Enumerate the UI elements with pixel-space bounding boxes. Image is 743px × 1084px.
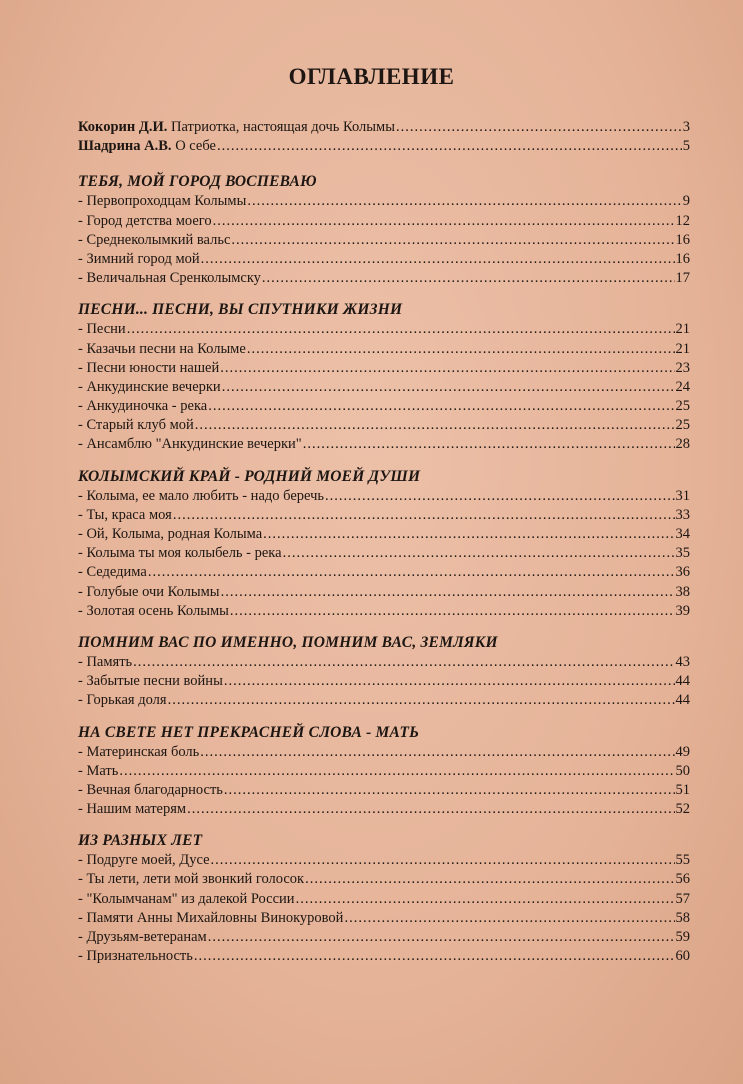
entry-page: 44 xyxy=(675,673,690,690)
entry-page: 38 xyxy=(675,583,690,600)
section-heading: НА СВЕТЕ НЕТ ПРЕКРАСНЕЙ СЛОВА - МАТЬ xyxy=(78,723,420,741)
toc-entry xyxy=(78,781,690,800)
dot-leader xyxy=(262,269,675,288)
entry-title: - Колыма ты моя колыбель - река xyxy=(78,545,282,562)
entry-title: - Величальная Сренколымску xyxy=(78,270,261,287)
entry-page: 23 xyxy=(675,359,690,376)
dot-leader xyxy=(247,192,681,211)
entry-page: 33 xyxy=(675,506,690,523)
entry-page: 31 xyxy=(675,487,690,504)
page-title: ОГЛАВЛЕНИЕ xyxy=(288,64,455,89)
entry-title: - Золотая осень Колымы xyxy=(78,602,229,619)
toc-entry xyxy=(78,212,690,231)
entry-page: 24 xyxy=(675,378,690,395)
dot-leader xyxy=(127,320,675,339)
entry-title: О себе xyxy=(175,138,216,155)
toc-entry xyxy=(78,118,690,137)
entry-page: 58 xyxy=(675,909,690,926)
entry-page: 3 xyxy=(682,119,690,135)
entry-title: - Ой, Колыма, родная Колыма xyxy=(78,526,263,542)
entry-page: 39 xyxy=(675,602,690,619)
toc-entry xyxy=(78,416,690,435)
dot-leader xyxy=(168,691,675,710)
toc-entry xyxy=(78,691,690,710)
toc-entry xyxy=(78,653,690,672)
dot-leader xyxy=(396,118,682,137)
dot-leader xyxy=(217,137,682,156)
entry-page: 9 xyxy=(682,193,690,210)
section-heading: ТЕБЯ, МОЙ ГОРОД ВОСПЕВАЮ xyxy=(78,173,317,191)
toc-entry xyxy=(78,602,690,621)
entry-title: - Память xyxy=(78,653,133,670)
entry-title: - Горькая доля xyxy=(78,692,167,709)
entry-page: 25 xyxy=(675,417,690,434)
dot-leader xyxy=(173,506,675,525)
dot-leader xyxy=(296,890,675,909)
entry-title: - Подруге моей, Дусе xyxy=(78,852,210,869)
entry-title: - Колыма, ее мало любить - надо беречь xyxy=(78,487,324,504)
entry-page: 51 xyxy=(675,781,690,798)
entry-page: 28 xyxy=(675,436,690,453)
toc-entry xyxy=(78,487,690,506)
table-of-contents xyxy=(78,118,690,966)
entry-page: 16 xyxy=(675,250,690,267)
toc-entry xyxy=(78,378,690,397)
entry-title: - Среднеколымкий вальс xyxy=(78,231,231,248)
intro-list xyxy=(78,118,690,156)
entry-title: - Анкудиночка - река xyxy=(78,398,208,415)
entry-page: 43 xyxy=(675,653,690,670)
entry-page: 57 xyxy=(675,890,690,907)
entry-title: - "Колымчанам" из далекой России xyxy=(78,890,295,907)
toc-sections xyxy=(78,172,690,966)
entry-author: Шадрина А.В. xyxy=(78,138,172,155)
toc-entry xyxy=(78,743,690,762)
section-heading: ПЕСНИ... ПЕСНИ, ВЫ СПУТНИКИ ЖИЗНИ xyxy=(78,301,403,319)
dot-leader xyxy=(208,928,675,947)
dot-leader xyxy=(133,653,674,672)
toc-entry xyxy=(78,320,690,339)
dot-leader xyxy=(224,672,675,691)
toc-entry xyxy=(78,506,690,525)
dot-leader xyxy=(187,800,674,819)
entry-page: 17 xyxy=(675,270,690,287)
toc-entry xyxy=(78,192,690,211)
entry-title: Патриотка, настоящая дочь Колымы xyxy=(170,119,395,135)
entry-title: - Первопроходцам Колымы xyxy=(78,193,247,210)
toc-entry xyxy=(78,851,690,870)
dot-leader xyxy=(220,359,674,378)
entry-page: 21 xyxy=(675,340,690,357)
toc-entry xyxy=(78,250,690,269)
entry-title: - Ансамблю "Анкудинские вечерки" xyxy=(78,436,302,453)
dot-leader xyxy=(200,743,674,762)
dot-leader xyxy=(222,378,675,397)
toc-entry xyxy=(78,340,690,359)
entry-title: - Анкудинские вечерки xyxy=(78,378,221,395)
section-heading: КОЛЫМСКИЙ КРАЙ - РОДНИЙ МОЕЙ ДУШИ xyxy=(78,467,421,485)
dot-leader xyxy=(213,212,675,231)
dot-leader xyxy=(247,340,675,359)
dot-leader xyxy=(303,435,675,454)
dot-leader xyxy=(221,583,675,602)
entry-page: 52 xyxy=(675,801,690,818)
dot-leader xyxy=(224,781,675,800)
toc-entry xyxy=(78,870,690,889)
entry-page: 44 xyxy=(675,692,690,709)
toc-entry xyxy=(78,397,690,416)
entry-title: - Голубые очи Колымы xyxy=(78,583,220,600)
section-heading: ПОМНИМ ВАС ПО ИМЕННО, ПОМНИМ ВАС, ЗЕМЛЯКИ xyxy=(78,633,498,651)
entry-page: 49 xyxy=(675,743,690,760)
entry-title: - Казачьи песни на Колыме xyxy=(78,340,246,357)
entry-page: 60 xyxy=(675,948,690,965)
toc-entry xyxy=(78,800,690,819)
entry-page: 59 xyxy=(675,929,690,945)
entry-page: 55 xyxy=(675,852,690,869)
dot-leader xyxy=(325,487,675,506)
toc-entry xyxy=(78,672,690,691)
toc-entry xyxy=(78,583,690,602)
toc-entry xyxy=(78,269,690,288)
entry-page: 36 xyxy=(675,564,690,581)
toc-entry xyxy=(78,909,690,928)
entry-page: 25 xyxy=(675,398,690,415)
dot-leader xyxy=(201,250,675,269)
entry-title: - Старый клуб мой xyxy=(78,417,194,434)
dot-leader xyxy=(263,525,674,544)
entry-title: - Друзьям-ветеранам xyxy=(78,929,207,945)
toc-entry xyxy=(78,928,690,947)
entry-page: 35 xyxy=(675,545,690,562)
entry-title: - Седедима xyxy=(78,564,147,581)
dot-leader xyxy=(194,947,675,966)
entry-title: - Памяти Анны Михайловны Винокуровой xyxy=(78,909,344,926)
dot-leader xyxy=(305,870,674,889)
dot-leader xyxy=(211,851,675,870)
entry-page: 50 xyxy=(675,762,690,779)
dot-leader xyxy=(148,563,675,582)
toc-entry xyxy=(78,544,690,563)
entry-page: 34 xyxy=(675,526,690,542)
dot-leader xyxy=(195,416,675,435)
toc-entry xyxy=(78,359,690,378)
entry-title: - Вечная благодарность xyxy=(78,781,223,798)
dot-leader xyxy=(230,602,675,621)
toc-entry xyxy=(78,137,690,156)
entry-title: - Песни xyxy=(78,321,126,338)
dot-leader xyxy=(208,397,674,416)
entry-page: 56 xyxy=(675,871,690,888)
entry-author: Кокорин Д.И. xyxy=(78,119,168,135)
toc-entry xyxy=(78,762,690,781)
section-heading: ИЗ РАЗНЫХ ЛЕТ xyxy=(78,832,203,850)
entry-title: - Зимний город мой xyxy=(78,250,200,267)
entry-title: - Признательность xyxy=(78,948,193,965)
toc-entry xyxy=(78,435,690,454)
entry-title: - Забытые песни войны xyxy=(78,673,223,690)
dot-leader xyxy=(119,762,674,781)
entry-page: 5 xyxy=(682,138,690,155)
dot-leader xyxy=(283,544,675,563)
entry-page: 21 xyxy=(675,321,690,338)
entry-title: - Материнская боль xyxy=(78,743,200,760)
toc-entry xyxy=(78,563,690,582)
entry-title: - Ты лети, лети мой звонкий голосок xyxy=(78,871,305,888)
entry-title: - Песни юности нашей xyxy=(78,359,220,376)
entry-title: - Ты, краса моя xyxy=(78,506,172,523)
toc-entry xyxy=(78,890,690,909)
dot-leader xyxy=(344,909,674,928)
entry-page: 16 xyxy=(675,231,690,248)
entry-title: - Мать xyxy=(78,762,119,779)
dot-leader xyxy=(231,231,674,250)
toc-entry xyxy=(78,231,690,250)
entry-page: 12 xyxy=(675,212,690,229)
entry-title: - Нашим матерям xyxy=(78,801,187,818)
toc-entry xyxy=(78,947,690,966)
entry-title: - Город детства моего xyxy=(78,212,212,229)
toc-entry xyxy=(78,525,690,544)
